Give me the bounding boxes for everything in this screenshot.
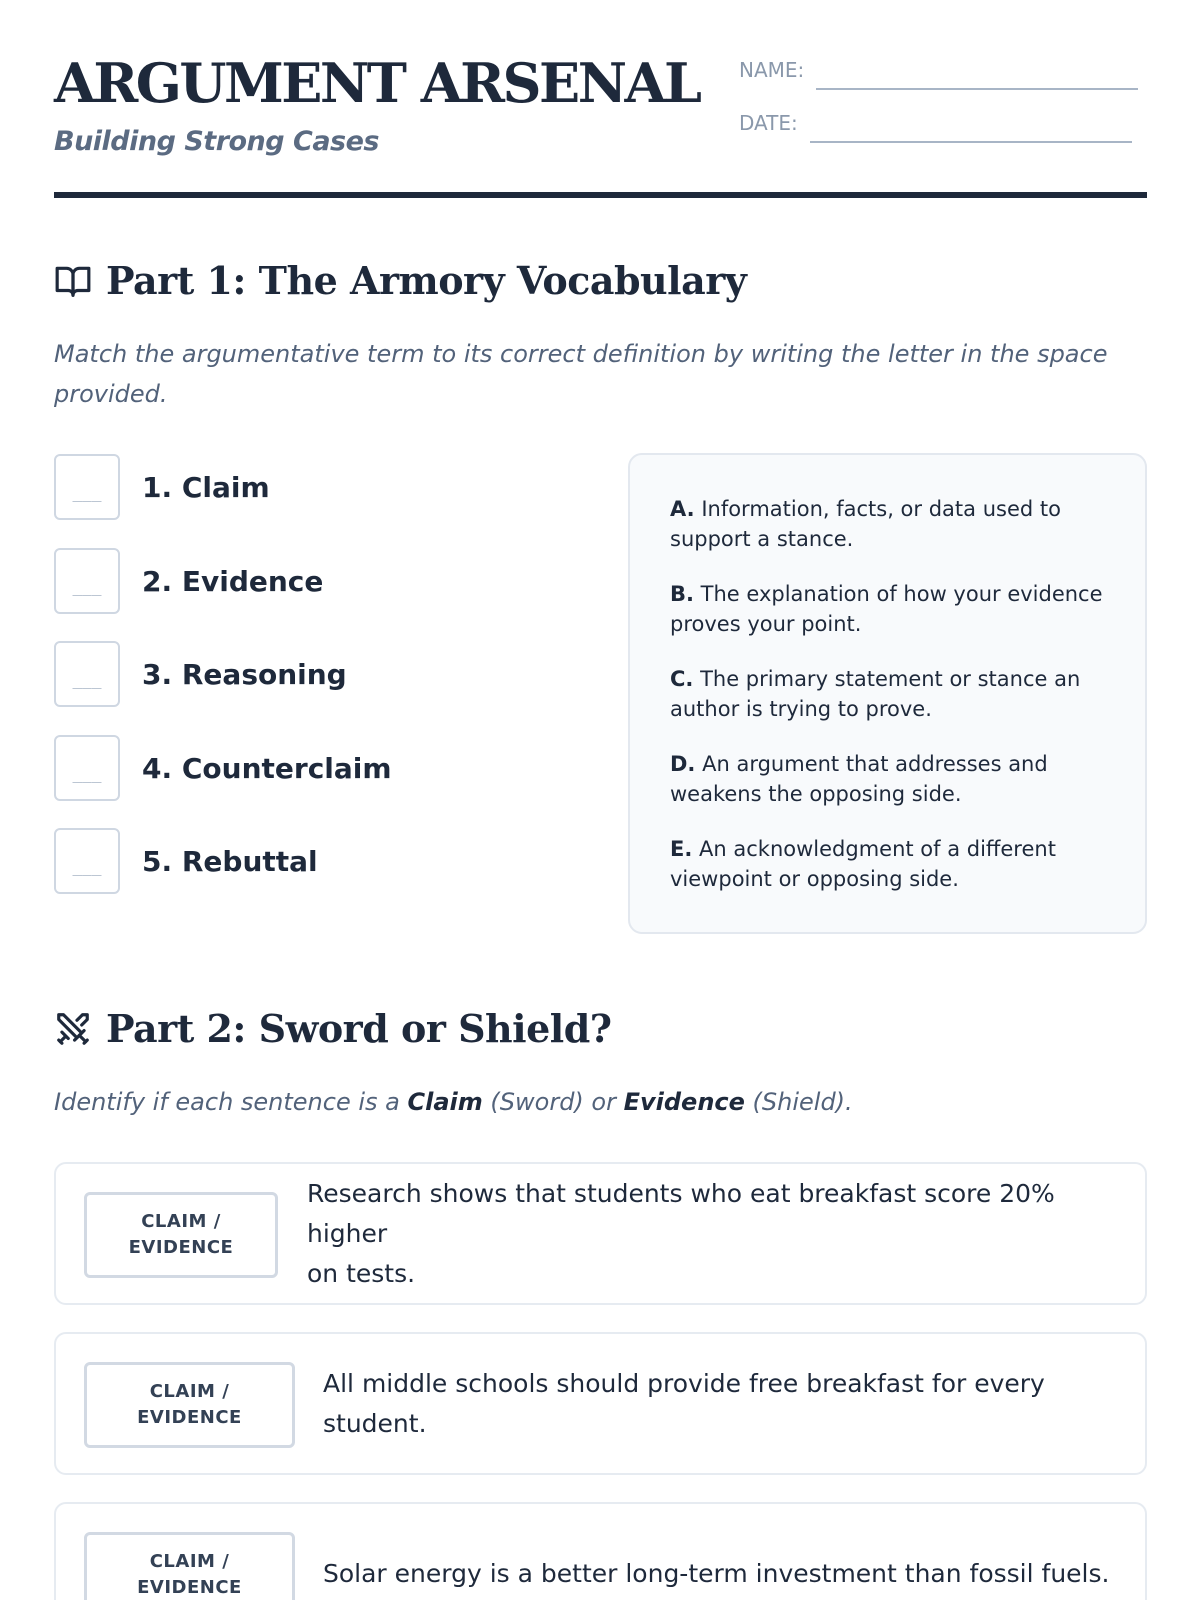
definition-letter: C. bbox=[670, 667, 694, 691]
header-divider bbox=[54, 192, 1147, 198]
instructions-text: (Shield). bbox=[744, 1088, 853, 1116]
claim-keyword: Claim bbox=[407, 1088, 483, 1116]
term-label: 1. Claim bbox=[142, 470, 270, 504]
evidence-keyword: Evidence bbox=[623, 1088, 745, 1116]
answer-box[interactable]: ___ bbox=[54, 735, 120, 801]
definition-text: An acknowledgment of a different bbox=[699, 837, 1056, 861]
instructions-text: (Sword) or bbox=[482, 1088, 624, 1116]
claim-evidence-tag[interactable] bbox=[84, 1532, 295, 1600]
sentence-card bbox=[54, 1332, 1147, 1475]
term-row bbox=[54, 828, 318, 894]
date-label: DATE: bbox=[739, 111, 798, 135]
definition-item bbox=[670, 494, 1110, 554]
definition-item bbox=[670, 834, 1110, 894]
part1-title: Part 1: The Armory Vocabulary bbox=[106, 258, 747, 303]
part1-instructions-line1: Match the argumentative term to its correct definition by writing the letter in the space bbox=[54, 340, 1108, 368]
definition-text: viewpoint or opposing side. bbox=[670, 867, 959, 891]
tag-line: EVIDENCE bbox=[137, 1407, 242, 1428]
date-line[interactable] bbox=[810, 141, 1132, 143]
definition-letter: B. bbox=[670, 582, 694, 606]
name-label: NAME: bbox=[739, 58, 805, 82]
date-field bbox=[739, 111, 1132, 135]
instructions-text: Identify if each sentence is a bbox=[54, 1088, 408, 1116]
tag-line: CLAIM / bbox=[141, 1211, 221, 1232]
tag-line: EVIDENCE bbox=[128, 1237, 234, 1258]
sentence-line: student. bbox=[323, 1408, 427, 1438]
tag-line: CLAIM / bbox=[149, 1551, 230, 1572]
definition-letter: A. bbox=[670, 497, 695, 521]
definition-text: The primary statement or stance an bbox=[700, 667, 1081, 691]
definition-text: The explanation of how your evidence bbox=[700, 582, 1103, 606]
crossed-swords-icon bbox=[54, 1010, 92, 1048]
definition-text: Information, facts, or data used to bbox=[701, 497, 1061, 521]
term-row bbox=[54, 735, 392, 801]
name-field bbox=[739, 58, 1138, 82]
part1-instructions-line2: provided. bbox=[54, 380, 168, 408]
definition-text: author is trying to prove. bbox=[670, 697, 932, 721]
sentence-card bbox=[54, 1162, 1147, 1305]
sentence-line: on tests. bbox=[307, 1258, 416, 1288]
term-row bbox=[54, 548, 323, 614]
definitions-panel bbox=[628, 453, 1147, 934]
part1-heading bbox=[54, 258, 746, 303]
part2-heading bbox=[54, 1006, 612, 1051]
definition-letter: E. bbox=[670, 837, 693, 861]
definition-text: An argument that addresses and bbox=[702, 752, 1048, 776]
part1-instructions bbox=[54, 334, 1147, 414]
term-label: 2. Evidence bbox=[142, 564, 324, 598]
worksheet-title: ARGUMENT ARSENAL bbox=[54, 51, 700, 115]
definition-text: support a stance. bbox=[670, 527, 854, 551]
answer-box[interactable]: ___ bbox=[54, 641, 120, 707]
sentence-card bbox=[54, 1502, 1147, 1600]
sentence-text bbox=[323, 1504, 1133, 1600]
worksheet-subtitle: Building Strong Cases bbox=[54, 126, 379, 157]
answer-box[interactable]: ___ bbox=[54, 548, 120, 614]
sentence-line: Research shows that students who eat breakfast score 20% higher bbox=[307, 1178, 1055, 1248]
definition-text: weakens the opposing side. bbox=[670, 782, 962, 806]
term-row bbox=[54, 641, 347, 707]
answer-box[interactable]: ___ bbox=[54, 454, 120, 520]
part2-title: Part 2: Sword or Shield? bbox=[106, 1006, 612, 1051]
definition-item bbox=[670, 664, 1110, 724]
claim-evidence-tag[interactable] bbox=[84, 1362, 295, 1448]
book-icon bbox=[54, 262, 92, 300]
definition-text: proves your point. bbox=[670, 612, 862, 636]
definition-item bbox=[670, 579, 1110, 639]
part2-instructions bbox=[54, 1082, 853, 1122]
term-label: 5. Rebuttal bbox=[142, 844, 318, 878]
claim-evidence-tag[interactable] bbox=[84, 1192, 278, 1278]
name-line[interactable] bbox=[816, 88, 1138, 90]
sentence-line: Solar energy is a better long-term investment than fossil fuels. bbox=[323, 1558, 1110, 1588]
sentence-line: All middle schools should provide free breakfast for every bbox=[323, 1368, 1045, 1398]
term-row bbox=[54, 454, 270, 520]
answer-box[interactable]: ___ bbox=[54, 828, 120, 894]
term-label: 3. Reasoning bbox=[142, 657, 347, 691]
sentence-text bbox=[323, 1334, 1123, 1473]
term-label: 4. Counterclaim bbox=[142, 751, 392, 785]
worksheet-page bbox=[54, 0, 1147, 1600]
tag-line: EVIDENCE bbox=[137, 1577, 242, 1598]
definition-letter: D. bbox=[670, 752, 696, 776]
definition-item bbox=[670, 749, 1110, 809]
tag-line: CLAIM / bbox=[149, 1381, 230, 1402]
sentence-text bbox=[307, 1164, 1127, 1303]
